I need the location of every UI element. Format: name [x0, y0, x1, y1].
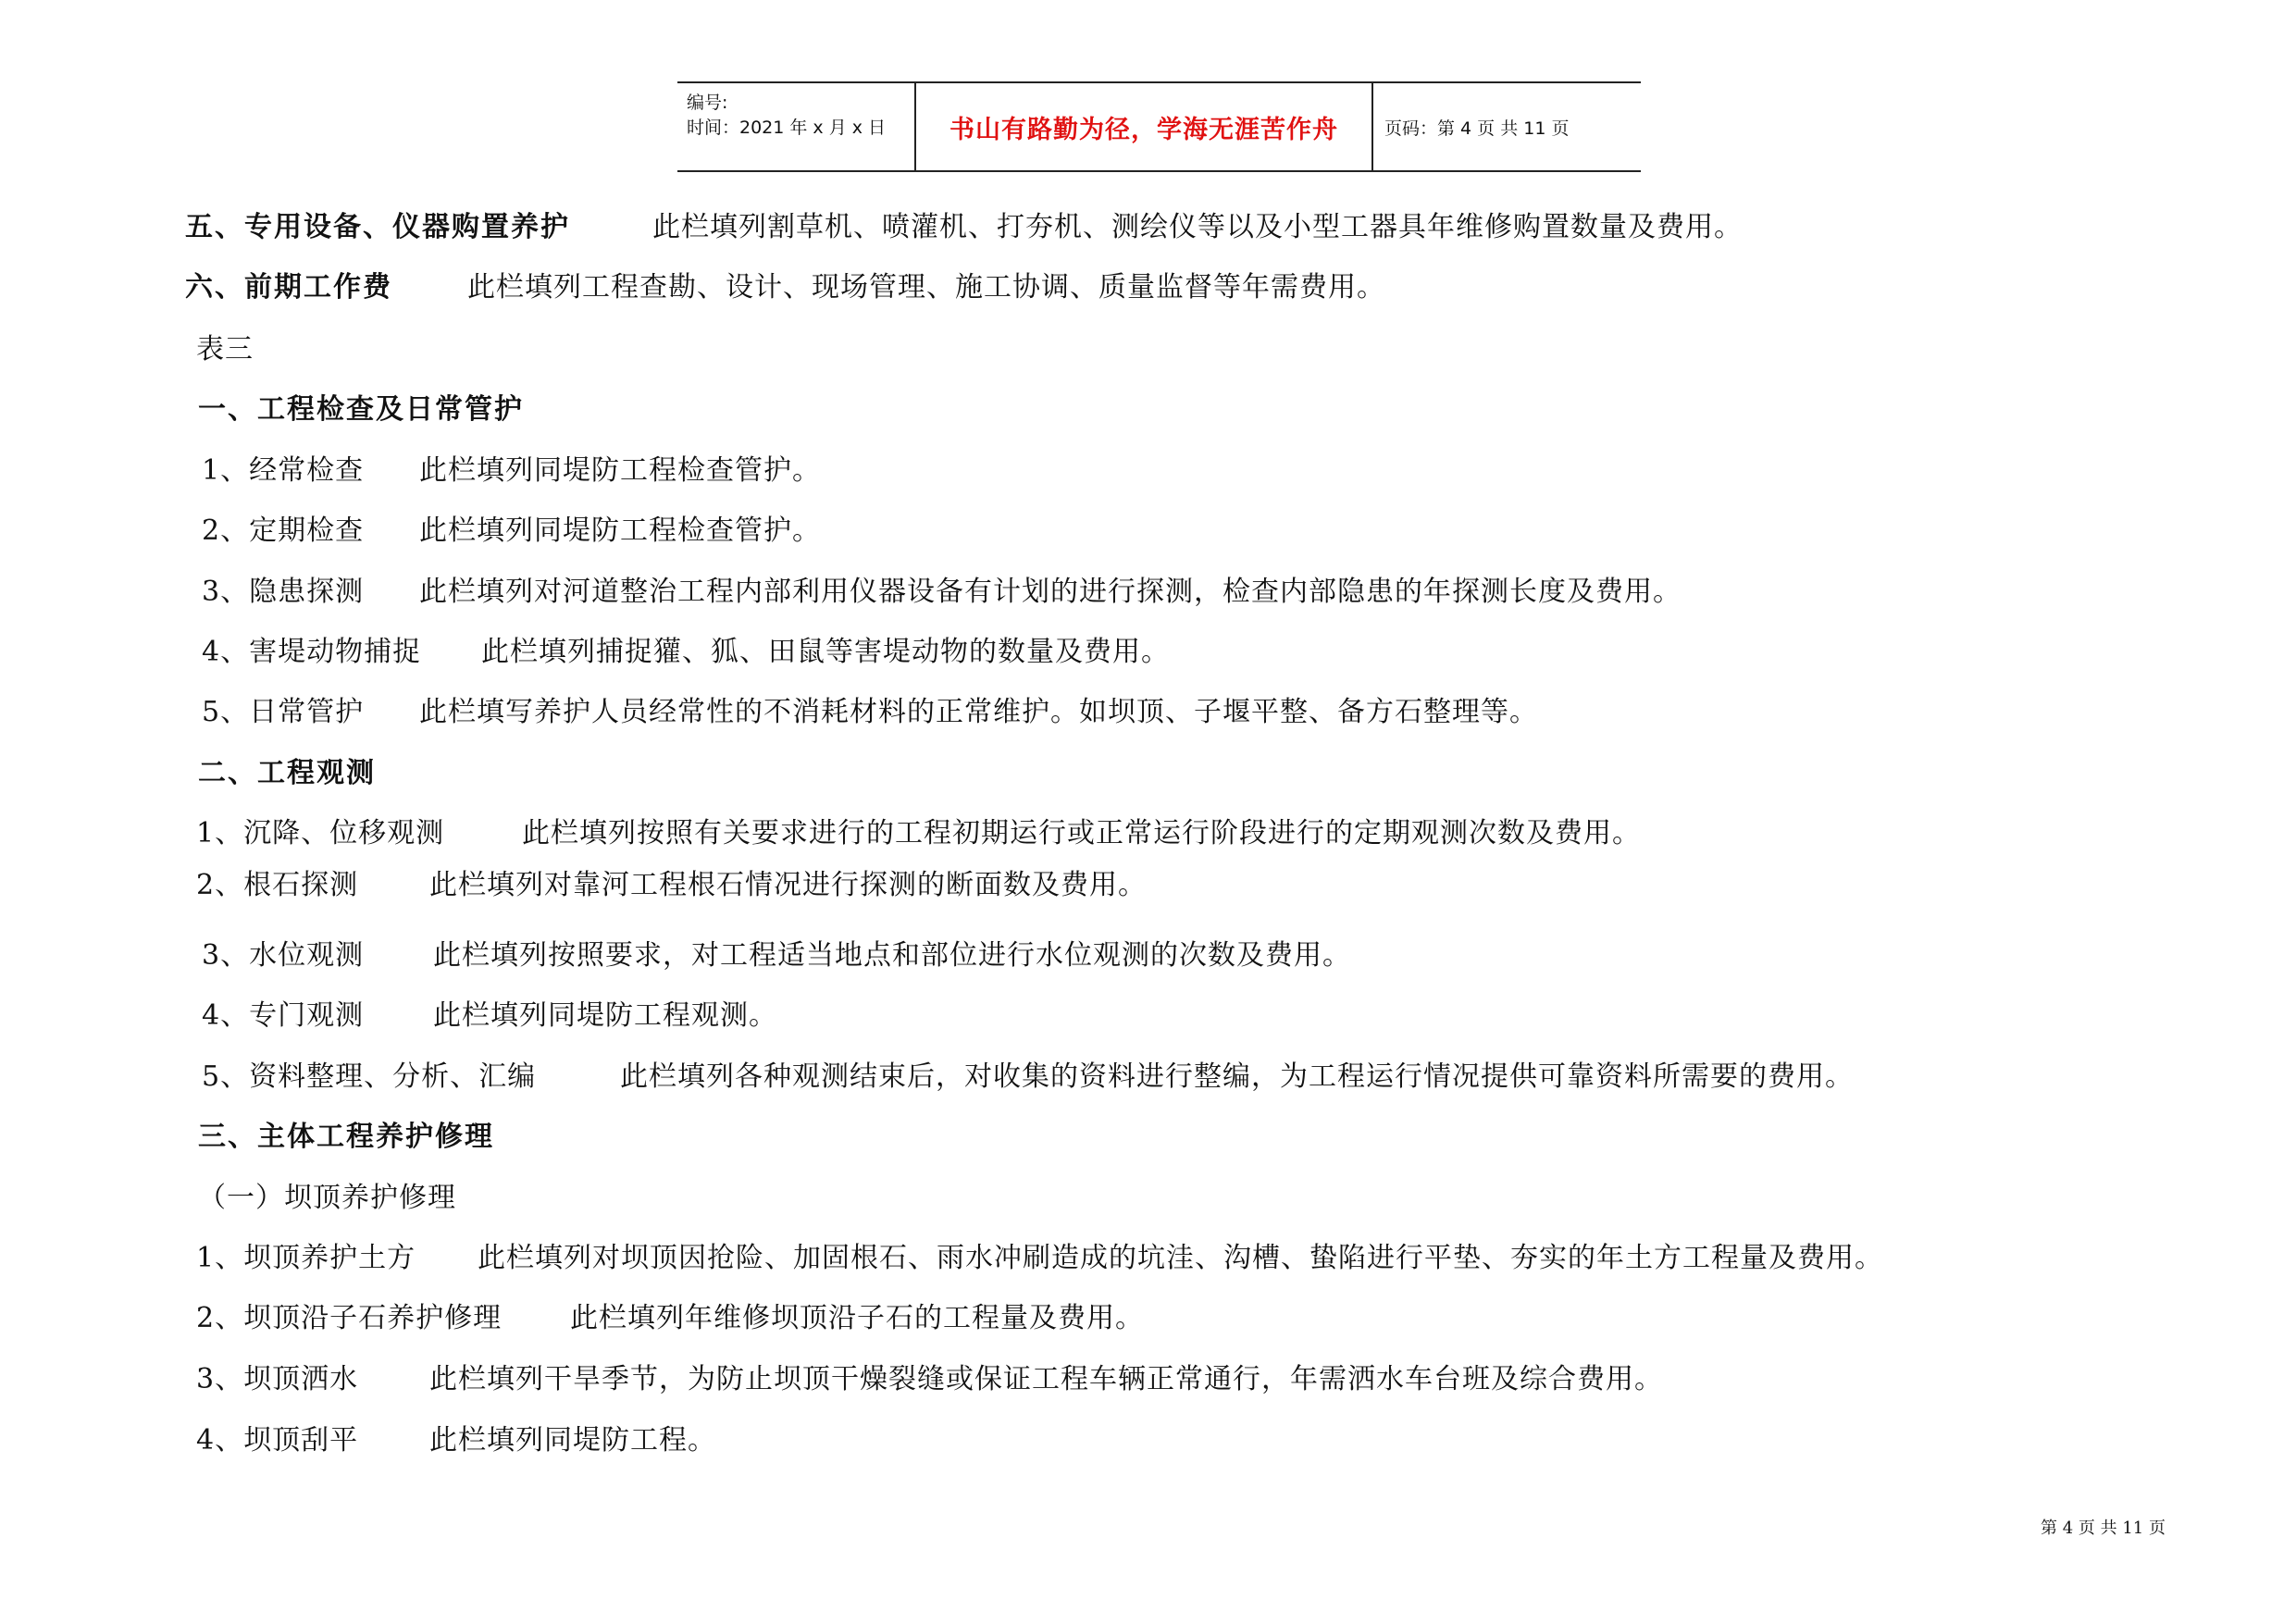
line-item-2-3	[202, 937, 1351, 974]
table-three-text: 表三	[196, 333, 254, 366]
header-page-code: 页码：第 4 页 共 11 页	[1384, 118, 1570, 139]
line-2-text: 此栏填列工程查勘、设计、现场管理、施工协调、质量监督等年需费用。	[467, 271, 1385, 304]
line-item-1-3-text: 此栏填列对河道整治工程内部利用仪器设备有计划的进行探测，检查内部隐患的年探测长度及费用。	[419, 576, 1682, 608]
line-item-2-4-text: 此栏填列同堤防工程观测。	[433, 999, 777, 1032]
doc-time-label: 时间：2021 年 x 月 x 日	[687, 118, 887, 138]
line-item-1-1-label: 1、经常检查	[202, 454, 365, 487]
line-item-2-4	[202, 998, 777, 1035]
line-item-2-3-text: 此栏填列按照要求，对工程适当地点和部位进行水位观测的次数及费用。	[433, 939, 1351, 972]
line-item-3-1-label: 1、坝顶养护土方	[196, 1242, 416, 1274]
section-heading-1-text: 一、工程检查及日常管护	[198, 393, 524, 426]
line-item-1-1	[202, 452, 821, 490]
line-item-2-5	[202, 1059, 1854, 1096]
line-item-2-2	[196, 867, 1147, 904]
line-item-1-4-label: 4、害堤动物捕捉	[202, 636, 422, 668]
line-item-2-1-label: 1、沉降、位移观测	[196, 817, 445, 849]
line-item-1-3-label: 3、隐患探测	[202, 576, 365, 608]
line-item-2-1-text: 此栏填列按照有关要求进行的工程初期运行或正常运行阶段进行的定期观测次数及费用。	[522, 817, 1641, 849]
line-item-3-1-text: 此栏填列对坝顶因抢险、加固根石、雨水冲刷造成的坑洼、沟槽、蛰陷进行平垫、夯实的年土方工程量及费用。	[478, 1242, 1883, 1274]
page-footer: 第 4 页 共 11 页	[2041, 1519, 2166, 1538]
page-header	[677, 81, 1641, 172]
line-item-3-2	[196, 1300, 1144, 1337]
line-item-1-1-text: 此栏填列同堤防工程检查管护。	[419, 454, 821, 487]
line-item-1-5-label: 5、日常管护	[202, 696, 365, 728]
line-item-1-4	[202, 634, 1170, 671]
line-1-text: 此栏填列割草机、喷灌机、打夯机、测绘仪等以及小型工器具年维修购置数量及费用。	[652, 211, 1743, 243]
line-item-3-3	[196, 1361, 1663, 1398]
header-motto: 书山有路勤为径，学海无涯苦作舟	[916, 83, 1373, 170]
line-item-3-2-label: 2、坝顶沿子石养护修理	[196, 1302, 503, 1334]
header-meta	[677, 83, 916, 170]
line-item-3-4-text: 此栏填列同堤防工程。	[429, 1424, 716, 1457]
line-item-1-2-text: 此栏填列同堤防工程检查管护。	[419, 514, 821, 547]
line-item-1-5	[202, 694, 1538, 731]
line-item-1-2-label: 2、定期检查	[202, 514, 365, 547]
line-1	[185, 209, 1743, 246]
line-item-2-1	[196, 815, 1641, 852]
section-heading-1	[198, 391, 524, 428]
line-item-3-1	[196, 1240, 1883, 1277]
line-item-1-3	[202, 574, 1682, 611]
doc-number-label: 编号:	[687, 93, 728, 113]
subsection-heading-1-text: （一）坝顶养护修理	[198, 1182, 456, 1214]
line-2-label: 六、前期工作费	[185, 271, 392, 304]
line-1-label: 五、专用设备、仪器购置养护	[185, 211, 570, 243]
line-item-2-5-label: 5、资料整理、分析、汇编	[202, 1060, 537, 1093]
line-2	[185, 269, 1385, 306]
table-three-label	[196, 331, 254, 368]
line-item-2-3-label: 3、水位观测	[202, 939, 365, 972]
section-heading-3-text: 三、主体工程养护修理	[198, 1121, 494, 1153]
line-item-3-3-text: 此栏填列干旱季节，为防止坝顶干燥裂缝或保证工程车辆正常通行，年需洒水车台班及综合费用。	[429, 1363, 1663, 1395]
line-item-2-2-text: 此栏填列对靠河工程根石情况进行探测的断面数及费用。	[429, 869, 1147, 901]
line-item-2-5-text: 此栏填列各种观测结束后，对收集的资料进行整编，为工程运行情况提供可靠资料所需要的费用。	[620, 1060, 1854, 1093]
line-item-1-4-text: 此栏填列捕捉獾、狐、田鼠等害堤动物的数量及费用。	[481, 636, 1170, 668]
line-item-3-4-label: 4、坝顶刮平	[196, 1424, 359, 1457]
section-heading-2-text: 二、工程观测	[198, 757, 376, 789]
line-item-3-4	[196, 1422, 716, 1459]
line-item-3-2-text: 此栏填列年维修坝顶沿子石的工程量及费用。	[570, 1302, 1144, 1334]
line-item-2-4-label: 4、专门观测	[202, 999, 365, 1032]
line-item-3-3-label: 3、坝顶洒水	[196, 1363, 359, 1395]
subsection-heading-1	[198, 1180, 456, 1217]
section-heading-2	[198, 755, 376, 792]
line-item-1-5-text: 此栏填写养护人员经常性的不消耗材料的正常维护。如坝顶、子堰平整、备方石整理等。	[419, 696, 1538, 728]
line-item-1-2	[202, 513, 821, 550]
line-item-2-2-label: 2、根石探测	[196, 869, 359, 901]
section-heading-3	[198, 1119, 494, 1156]
